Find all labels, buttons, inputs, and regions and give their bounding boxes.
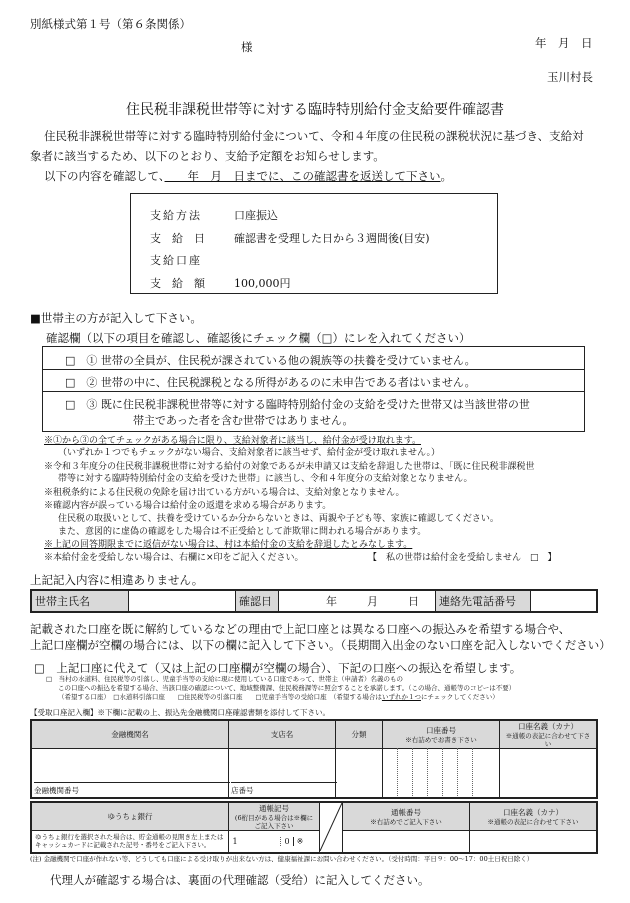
section-heading: ■世帯主の方が記入して下さい。 xyxy=(30,311,202,325)
note-4c: また、意図的に虚偽の確認をした場合は不正受給として詐欺罪に問われる場合があります。 xyxy=(58,527,427,537)
agent-note: 代理人が確認する場合は、裏面の代理確認（受给）に記入してください。 xyxy=(50,873,430,887)
head-name-label: 世帯主氏名 xyxy=(31,590,129,612)
bank-name-input[interactable]: 金融機関番号 xyxy=(31,749,229,799)
payment-date-value: 確認書を受理した日から３週間後(目安) xyxy=(234,232,430,245)
yucho-note: ゆうちょ銀行を選択された場合は、貯金通帳の見開き左上または キャッシュカードに記載された記号・番号をご記入下さい。 xyxy=(31,831,229,853)
note-2b: 帯等に対する臨時特別給付金の支給を受けた世帯」に該当し、令和４年度分の支給対象となりません。 xyxy=(58,474,473,484)
branch-name-input[interactable]: 店番号 xyxy=(229,749,336,799)
payment-date-label: 支 給 日 xyxy=(150,232,205,245)
yucho-separator xyxy=(320,802,343,853)
confirm-table xyxy=(30,589,598,613)
head-name-input[interactable] xyxy=(129,590,236,612)
note-1: ※①から③の全てチェックがある場合に限り、支給対象者に該当し、給付金が受け取れます。 xyxy=(44,436,422,446)
phone-label: 連絡先電話番号 xyxy=(436,590,531,612)
check-item-3[interactable]: □ ③ 既に住民税非課税世帯等に対する臨時特別給付金の支給を受けた世帯又は当該世帯の世 xyxy=(65,398,530,411)
bank-name-header: 金融機関名 xyxy=(31,720,229,749)
document-date[interactable]: 年 月 日 xyxy=(535,36,593,50)
intro-line-2: 象者に該当するため、以下のとおり、支給予定額をお知らせします。 xyxy=(30,149,385,163)
note-1-sub: （いずれか１つでもチェックがない場合、支給対象者に該当せず、給付金が受け取れません。） xyxy=(58,448,441,458)
existing-account-option[interactable]: □ 当村の水道料、住民税等の引落し、児童手当等の支給に現に使用している口座であって、世帯主（申請者）名義のもの xyxy=(46,675,403,683)
category-input[interactable] xyxy=(336,749,383,799)
payment-amount-label: 支 給 額 xyxy=(150,277,205,290)
note-3: ※租税条約による住民税の免除を届け出ている方がいる場合は、支給対象となりません。 xyxy=(44,488,405,498)
note-5: ※上記の回答期限までに返信がない場合は、村は本給付金の支給を辞退したとみなします。 xyxy=(44,540,413,550)
payment-amount-value: 100,000円 xyxy=(234,277,291,290)
branch-name-header: 支店名 xyxy=(229,720,336,749)
check-item-1[interactable]: □ ① 世帯の全員が、住民税が課されている他の親族等の扶養を受けていません。 xyxy=(65,354,476,367)
decline-checkbox[interactable]: 【 私の世帯は給付金を受給しません □ 】 xyxy=(368,553,557,563)
account-number-input[interactable] xyxy=(383,749,500,799)
account-type-options[interactable]: （希望する口座） □水道料引落口座 □住民税等の引落口座 □児童手当等の受給口座 （希望する場合はいずれか１つにチェックしてください） xyxy=(58,693,499,701)
payment-method-label: 支給方法 xyxy=(150,209,202,222)
yucho-symbol-input[interactable]: 1 0 ※ xyxy=(229,831,320,853)
check-item-2[interactable]: □ ② 世帯の中に、住民税課税となる所得があるのに未申告である者はいません。 xyxy=(65,376,476,389)
footer-note: (注) 金融機関で口座が作れない等、どうしても口座による受け取りが出来ない方は、健康福祉課にお問い合わせください。（受付時間：平日９：00〜17：00土日祝日除く） xyxy=(30,855,534,863)
intro-line-3: 以下の内容を確認して、 年 月 日までに、この確認書を返送して下さい。 xyxy=(44,169,453,183)
category-header: 分類 xyxy=(336,720,383,749)
yucho-number-input[interactable] xyxy=(343,831,470,853)
checkbox-3[interactable]: □ xyxy=(65,398,76,411)
yucho-symbol-header: 通帳記号 (6桁目がある場合は※欄に ご記入下さい xyxy=(229,802,320,831)
issuer-name: 玉川村長 xyxy=(547,70,593,84)
intro-line-1: 住民税非課税世帯等に対する臨時特別給付金について、令和４年度の住民税の課税状況に基づき、支給対 xyxy=(44,129,584,143)
yucho-holder-header: 口座名義（カナ） ※通帳の表記に合わせて下さい xyxy=(470,802,598,831)
return-deadline: 年 月 日までに、この確認書を返送して下さい xyxy=(164,169,441,183)
account-change-p1: 記載された口座を既に解約しているなどの理由で上記口座とは異なる口座への振込みを希望する場合や、 xyxy=(30,622,571,636)
note-2a: ※令和３年度分の住民税非課税世帯に対する給付の対象であるが未申請又は支給を辞退した世帯は、「既に住民税非課税世 xyxy=(44,462,535,472)
confirm-date-label: 確認日 xyxy=(236,590,279,612)
check-instruction: 確認欄（以下の項目を確認し、確認後にチェック欄（□）にレを入れてください） xyxy=(46,331,471,345)
addressee-suffix: 様 xyxy=(241,40,253,54)
document-title: 住民税非課税世帯等に対する臨時特別給付金支給要件確認書 xyxy=(126,102,504,118)
check-item-3-cont: 帯主であった者を含む世帯ではありません。 xyxy=(133,414,354,427)
yucho-table xyxy=(30,801,598,854)
account-change-p2: 上記口座欄が空欄の場合には、以下の欄に記入して下さい。（長期間入出金のない口座を記入しないでください） xyxy=(30,638,611,652)
yucho-mark: ※ xyxy=(293,837,306,846)
note-4a: ※確認内容が誤っている場合は給付金の返還を求める場合があります。 xyxy=(44,501,332,511)
note-4b: 住民税の取扱いとして、扶養を受けているか分からないときは、両親や子ども等、家族に確認してください。 xyxy=(58,514,499,524)
checklist-box xyxy=(42,346,585,432)
account-number-header: 口座番号 ※右詰めでお書き下さい xyxy=(383,720,500,749)
note-6: ※本給付金を受給しない場合は、右欄に×印をご記入ください。 xyxy=(44,553,304,563)
consent-text: この口座への振込を希望する場合、当該口座の確認について、地域整備課、住民税務課等に照会することを承諾します。（この場合、通帳等のコピーは不要） xyxy=(58,684,516,692)
yucho-number-header: 通帳番号 ※右詰めでご記入下さい xyxy=(343,802,470,831)
bank-table xyxy=(30,719,598,799)
account-holder-header: 口座名義（カナ） ※通帳の表記に合わせて下さい xyxy=(500,720,598,749)
account-holder-input[interactable] xyxy=(500,749,598,799)
account-change-option[interactable]: □ 上記口座に代えて（又は上記の口座欄が空欄の場合）、下記の口座への振込を希望します。 xyxy=(34,661,522,675)
form-id: 別紙様式第１号（第６条関係） xyxy=(30,17,191,31)
checkbox-1[interactable]: □ xyxy=(65,354,76,367)
receipt-title: 【受取口座記入欄】※下欄に記載の上、振込先金融機関口座確認書類を添付して下さい。 xyxy=(30,708,330,717)
confirm-date-input[interactable]: 年 月 日 xyxy=(279,590,436,612)
yucho-name: ゆうちょ銀行 xyxy=(31,802,229,831)
confirm-statement: 上記記入内容に相違ありません。 xyxy=(30,573,204,587)
payment-account-label: 支給口座 xyxy=(150,254,202,267)
payment-method-value: 口座振込 xyxy=(234,209,278,222)
phone-input[interactable] xyxy=(531,590,598,612)
yucho-holder-input[interactable] xyxy=(470,831,598,853)
checkbox-2[interactable]: □ xyxy=(65,376,76,389)
